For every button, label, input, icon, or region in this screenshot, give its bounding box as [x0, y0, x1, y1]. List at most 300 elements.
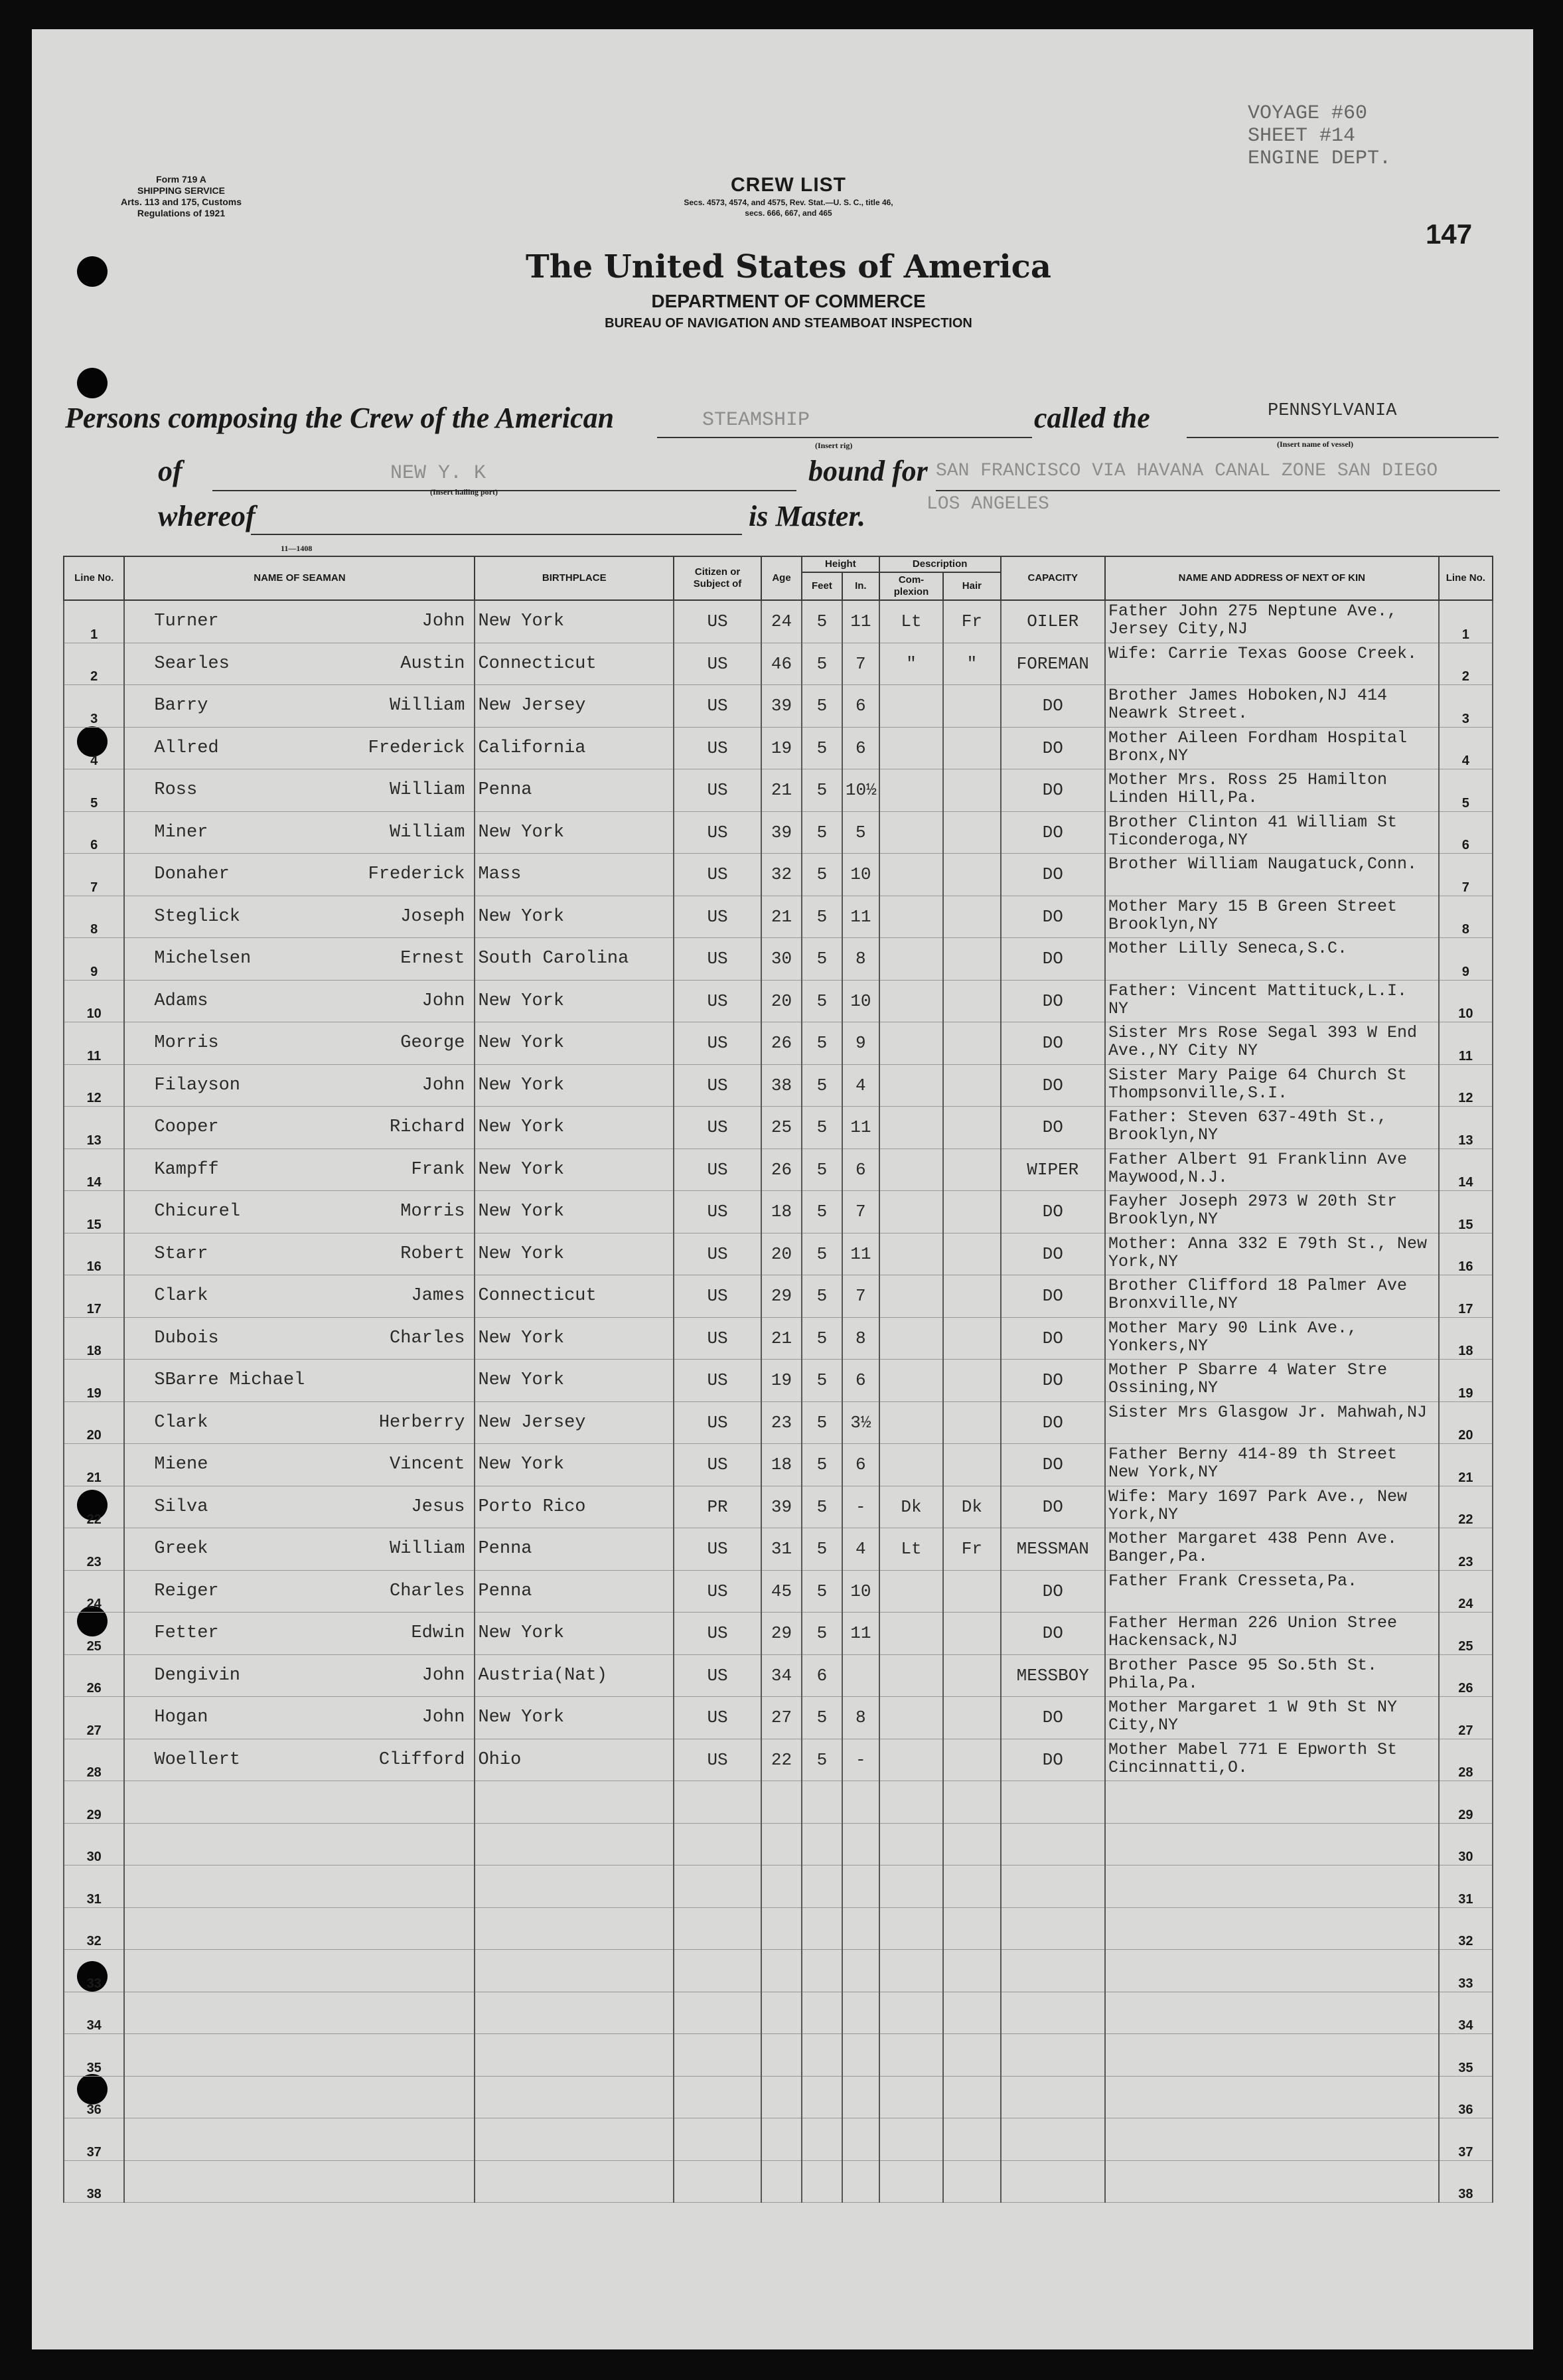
seaman-surname: Miene [154, 1455, 208, 1475]
sheet-number: SHEET #14 [1248, 125, 1356, 147]
seaman-name-parts [127, 1117, 471, 1137]
line-number-right: 21 [1439, 1444, 1493, 1486]
hair [943, 1907, 1000, 1950]
capacity: DO [1001, 1191, 1105, 1233]
seaman-given-name: Herberry [378, 1412, 465, 1433]
called-the-label: called the [1034, 402, 1150, 434]
next-of-kin: Father Frank Cresseta,Pa. [1105, 1570, 1439, 1613]
hair [943, 1022, 1000, 1065]
line-number: 20 [64, 1401, 124, 1444]
capacity: WIPER [1001, 1149, 1105, 1191]
line-number: 4 [64, 727, 124, 769]
line-number-right: 25 [1439, 1613, 1493, 1655]
line-number-right: 23 [1439, 1528, 1493, 1571]
seaman-name [124, 2118, 475, 2161]
crew-row [64, 811, 1493, 854]
seaman-name [124, 1401, 475, 1444]
crew-row [64, 854, 1493, 896]
complexion [879, 938, 943, 981]
age: 19 [761, 1360, 802, 1402]
height-feet: 5 [802, 727, 842, 769]
seaman-name [124, 854, 475, 896]
col-height: Height [802, 556, 879, 572]
line-number: 35 [64, 2034, 124, 2077]
seaman-name [124, 1697, 475, 1739]
seaman-name-parts [127, 611, 471, 631]
seaman-given-name: Richard [390, 1117, 465, 1138]
line-number-right: 15 [1439, 1191, 1493, 1233]
citizenship: US [674, 1107, 761, 1149]
birthplace: New York [475, 811, 674, 854]
height-feet: 5 [802, 1528, 842, 1571]
seaman-name-parts [127, 1707, 471, 1727]
complexion: Dk [879, 1486, 943, 1528]
height-feet: 5 [802, 1191, 842, 1233]
birthplace: New York [475, 1233, 674, 1275]
line-number-right: 31 [1439, 1865, 1493, 1908]
seaman-surname: Barry [154, 696, 208, 716]
punch-hole [77, 368, 108, 398]
birthplace: New York [475, 1360, 674, 1402]
hair [943, 896, 1000, 938]
crew-row [64, 1613, 1493, 1655]
line-number-right: 7 [1439, 854, 1493, 896]
height-inches: 11 [842, 1233, 879, 1275]
seaman-name [124, 685, 475, 728]
next-of-kin: Sister Mary Paige 64 Church St Thompsonville,S.I. [1105, 1064, 1439, 1107]
col-line-no-right: Line No. [1439, 556, 1493, 600]
next-of-kin: Father Herman 226 Union Stree Hackensack,NJ [1105, 1613, 1439, 1655]
line-number-right: 11 [1439, 1022, 1493, 1065]
seaman-name-parts [127, 1539, 471, 1559]
line-number-right: 9 [1439, 938, 1493, 981]
capacity: DO [1001, 1739, 1105, 1781]
crew-row [64, 1781, 1493, 1824]
birthplace: Connecticut [475, 643, 674, 685]
line-number: 34 [64, 1992, 124, 2034]
seaman-given-name: Morris [400, 1202, 465, 1222]
line-number: 28 [64, 1739, 124, 1781]
statute-reference: Secs. 4573, 4574, and 4575, Rev. Stat.—U. S. C., title 46, [684, 198, 893, 207]
citizenship: US [674, 1064, 761, 1107]
complexion [879, 1570, 943, 1613]
birthplace [475, 2076, 674, 2118]
citizenship: US [674, 980, 761, 1022]
seaman-name-parts [127, 1160, 471, 1180]
crew-row [64, 1191, 1493, 1233]
height-inches: 10 [842, 854, 879, 896]
next-of-kin [1105, 2118, 1439, 2161]
age: 46 [761, 643, 802, 685]
capacity [1001, 2076, 1105, 2118]
hair [943, 1992, 1000, 2034]
birthplace: New York [475, 1107, 674, 1149]
citizenship: US [674, 1360, 761, 1402]
citizenship [674, 2160, 761, 2203]
line-number: 18 [64, 1317, 124, 1360]
height-inches: 11 [842, 1613, 879, 1655]
age: 21 [761, 769, 802, 812]
age: 21 [761, 1317, 802, 1360]
crew-row [64, 1149, 1493, 1191]
complexion [879, 2160, 943, 2203]
line-number: 14 [64, 1149, 124, 1191]
line-number-right: 18 [1439, 1317, 1493, 1360]
complexion [879, 1064, 943, 1107]
punch-hole [77, 256, 108, 287]
birthplace: New York [475, 1022, 674, 1065]
hair: Fr [943, 600, 1000, 643]
seaman-given-name: Joseph [400, 906, 465, 927]
citizenship [674, 1992, 761, 2034]
age: 30 [761, 938, 802, 981]
col-hair: Hair [943, 572, 1000, 600]
department-heading: DEPARTMENT OF COMMERCE [651, 291, 926, 311]
seaman-name [124, 896, 475, 938]
capacity: DO [1001, 1570, 1105, 1613]
crew-row [64, 1360, 1493, 1402]
height-feet [802, 2160, 842, 2203]
crew-table-body [64, 600, 1493, 2203]
height-feet: 5 [802, 1360, 842, 1402]
seaman-surname: SBarre Michael [154, 1370, 305, 1391]
height-inches [842, 2076, 879, 2118]
seaman-name [124, 769, 475, 812]
col-birthplace: BIRTHPLACE [475, 556, 674, 600]
seaman-surname: Dengivin [154, 1665, 241, 1686]
seaman-name [124, 1149, 475, 1191]
col-capacity: CAPACITY [1001, 556, 1105, 600]
next-of-kin: Brother Pasce 95 So.5th St. Phila,Pa. [1105, 1654, 1439, 1697]
height-feet: 5 [802, 1697, 842, 1739]
seaman-name-parts [127, 823, 471, 842]
height-feet [802, 1865, 842, 1908]
height-inches: - [842, 1739, 879, 1781]
hair [943, 1191, 1000, 1233]
crew-row [64, 1739, 1493, 1781]
seaman-given-name: James [411, 1286, 465, 1307]
line-number-right: 37 [1439, 2118, 1493, 2161]
birthplace: New Jersey [475, 1401, 674, 1444]
age: 29 [761, 1275, 802, 1318]
line-number-right: 2 [1439, 643, 1493, 685]
seaman-name [124, 1739, 475, 1781]
birthplace: New York [475, 1613, 674, 1655]
capacity [1001, 1907, 1105, 1950]
crew-table [63, 556, 1493, 2203]
next-of-kin: Mother Mary 15 B Green Street Brooklyn,NY [1105, 896, 1439, 938]
line-number-right: 22 [1439, 1486, 1493, 1528]
seaman-name-parts [127, 696, 471, 716]
height-inches [842, 2118, 879, 2161]
seaman-name-parts [127, 1202, 471, 1222]
seaman-given-name: William [390, 696, 465, 716]
seaman-name-parts [127, 1370, 471, 1390]
age [761, 1823, 802, 1865]
height-inches: 7 [842, 1275, 879, 1318]
seaman-surname: Starr [154, 1243, 208, 1264]
citizenship [674, 1865, 761, 1908]
crew-row [64, 2034, 1493, 2077]
citizenship: US [674, 1149, 761, 1191]
next-of-kin: Brother Clifford 18 Palmer Ave Bronxville,NY [1105, 1275, 1439, 1318]
height-inches: 6 [842, 1360, 879, 1402]
crew-row [64, 896, 1493, 938]
next-of-kin: Brother Clinton 41 William St Ticonderoga,NY [1105, 811, 1439, 854]
age [761, 1907, 802, 1950]
line-number: 31 [64, 1865, 124, 1908]
line-number-right: 24 [1439, 1570, 1493, 1613]
birthplace: Porto Rico [475, 1486, 674, 1528]
seaman-given-name: John [421, 991, 465, 1011]
seaman-given-name [465, 1370, 471, 1390]
height-feet: 5 [802, 1401, 842, 1444]
complexion: " [879, 643, 943, 685]
document-page [32, 29, 1533, 2349]
age [761, 1992, 802, 2034]
seaman-name-parts [127, 991, 471, 1011]
form-identifier [95, 174, 267, 219]
col-name: NAME OF SEAMAN [124, 556, 475, 600]
seaman-surname: Reiger [154, 1581, 219, 1601]
height-inches [842, 1950, 879, 1992]
capacity [1001, 1950, 1105, 1992]
col-complexion: Com-plexion [879, 572, 943, 600]
capacity [1001, 2034, 1105, 2077]
next-of-kin [1105, 1781, 1439, 1824]
age [761, 2118, 802, 2161]
seaman-given-name: Jesus [411, 1496, 465, 1517]
complexion [879, 1613, 943, 1655]
seaman-name-parts [127, 864, 471, 884]
crew-row [64, 1823, 1493, 1865]
port-hint: (Insert hailing port) [430, 487, 498, 497]
height-inches [842, 1865, 879, 1908]
seaman-name-parts [127, 780, 471, 800]
seaman-name-parts [127, 1497, 471, 1517]
hair [943, 1823, 1000, 1865]
seaman-name [124, 811, 475, 854]
crew-row [64, 2118, 1493, 2161]
seaman-surname: Woellert [154, 1749, 241, 1770]
seaman-name [124, 938, 475, 981]
height-feet: 5 [802, 643, 842, 685]
next-of-kin: Fayher Joseph 2973 W 20th Str Brooklyn,NY [1105, 1191, 1439, 1233]
line-number: 6 [64, 811, 124, 854]
height-inches: 4 [842, 1528, 879, 1571]
age [761, 2034, 802, 2077]
complexion [879, 1360, 943, 1402]
hair [943, 1360, 1000, 1402]
capacity: DO [1001, 769, 1105, 812]
seaman-name [124, 643, 475, 685]
line-number: 7 [64, 854, 124, 896]
birthplace [475, 1950, 674, 1992]
citizenship: US [674, 685, 761, 728]
complexion [879, 1444, 943, 1486]
citizenship: US [674, 1275, 761, 1318]
line-number-right: 12 [1439, 1064, 1493, 1107]
department-label: ENGINE DEPT. [1248, 147, 1392, 170]
line-number: 9 [64, 938, 124, 981]
seaman-surname: Morris [154, 1033, 219, 1054]
height-inches: 8 [842, 938, 879, 981]
seaman-surname: Dubois [154, 1328, 219, 1348]
crew-row [64, 1654, 1493, 1697]
birthplace: California [475, 727, 674, 769]
seaman-name-parts [127, 1286, 471, 1306]
line-number-right: 38 [1439, 2160, 1493, 2203]
complexion [879, 896, 943, 938]
citizenship: US [674, 1528, 761, 1571]
age: 34 [761, 1654, 802, 1697]
capacity: DO [1001, 896, 1105, 938]
next-of-kin: Mother Mabel 771 E Epworth St Cincinnatti,O. [1105, 1739, 1439, 1781]
citizenship: US [674, 1444, 761, 1486]
seaman-name-parts [127, 738, 471, 758]
line-number: 19 [64, 1360, 124, 1402]
birthplace [475, 2160, 674, 2203]
height-feet: 5 [802, 1444, 842, 1486]
line-number: 5 [64, 769, 124, 812]
citizenship: US [674, 854, 761, 896]
height-inches [842, 1907, 879, 1950]
complexion [879, 1191, 943, 1233]
seaman-surname: Chicurel [154, 1202, 241, 1222]
complexion [879, 1950, 943, 1992]
capacity [1001, 2160, 1105, 2203]
next-of-kin: Wife: Carrie Texas Goose Creek. [1105, 643, 1439, 685]
line-number: 37 [64, 2118, 124, 2161]
height-inches: 7 [842, 1191, 879, 1233]
seaman-name-parts [127, 1750, 471, 1770]
line-number: 12 [64, 1064, 124, 1107]
capacity: MESSBOY [1001, 1654, 1105, 1697]
seaman-given-name: John [421, 1707, 465, 1728]
seaman-surname: Allred [154, 738, 219, 758]
capacity: DO [1001, 938, 1105, 981]
capacity [1001, 1865, 1105, 1908]
age: 23 [761, 1401, 802, 1444]
seaman-name [124, 1107, 475, 1149]
col-citizen: Citizen or Subject of [674, 556, 761, 600]
line-number-right: 30 [1439, 1823, 1493, 1865]
height-inches [842, 1781, 879, 1824]
capacity: OILER [1001, 600, 1105, 643]
birthplace [475, 1823, 674, 1865]
hair [943, 1149, 1000, 1191]
next-of-kin: Father: Steven 637-49th St., Brooklyn,NY [1105, 1107, 1439, 1149]
next-of-kin: Mother Mary 90 Link Ave., Yonkers,NY [1105, 1317, 1439, 1360]
seaman-name-parts [127, 654, 471, 674]
height-feet [802, 1781, 842, 1824]
birthplace: New York [475, 1064, 674, 1107]
next-of-kin: Sister Mrs Rose Segal 393 W End Ave.,NY City NY [1105, 1022, 1439, 1065]
seaman-name [124, 1191, 475, 1233]
seaman-name [124, 1613, 475, 1655]
height-feet [802, 2034, 842, 2077]
citizenship: US [674, 1401, 761, 1444]
form-number: Form 719 A [156, 174, 206, 185]
complexion [879, 1865, 943, 1908]
crew-row [64, 1992, 1493, 2034]
seaman-name [124, 600, 475, 643]
age: 19 [761, 727, 802, 769]
capacity: DO [1001, 811, 1105, 854]
capacity [1001, 2118, 1105, 2161]
seaman-given-name: Edwin [411, 1623, 465, 1644]
destination-line-1: SAN FRANCISCO VIA HAVANA CANAL ZONE SAN DIEGO [936, 461, 1438, 481]
birthplace [475, 1907, 674, 1950]
col-next-of-kin: NAME AND ADDRESS OF NEXT OF KIN [1105, 556, 1439, 600]
line-number: 24 [64, 1570, 124, 1613]
port-underline [212, 490, 796, 491]
hair [943, 980, 1000, 1022]
whereof-label: whereof [158, 500, 256, 532]
seaman-surname: Donaher [154, 864, 230, 885]
port-value: NEW Y. K [390, 462, 486, 485]
voyage-number: VOYAGE #60 [1248, 102, 1368, 125]
line-number: 25 [64, 1613, 124, 1655]
height-inches [842, 1654, 879, 1697]
next-of-kin [1105, 1907, 1439, 1950]
seaman-name-parts [127, 1244, 471, 1264]
next-of-kin [1105, 1950, 1439, 1992]
height-feet: 5 [802, 1064, 842, 1107]
height-inches: 5 [842, 811, 879, 854]
complexion [879, 1992, 943, 2034]
seaman-name-parts [127, 1666, 471, 1686]
height-feet: 5 [802, 980, 842, 1022]
hair [943, 1697, 1000, 1739]
country-heading: The United States of America [525, 248, 1052, 285]
line-number: 21 [64, 1444, 124, 1486]
complexion [879, 1401, 943, 1444]
seaman-surname: Miner [154, 822, 208, 842]
complexion [879, 1739, 943, 1781]
height-inches: 10½ [842, 769, 879, 812]
capacity: DO [1001, 727, 1105, 769]
seaman-name [124, 1992, 475, 2034]
birthplace: New York [475, 1191, 674, 1233]
seaman-name-parts [127, 1581, 471, 1601]
next-of-kin: Father Albert 91 Franklinn Ave Maywood,N.J. [1105, 1149, 1439, 1191]
capacity: DO [1001, 1317, 1105, 1360]
citizenship [674, 1781, 761, 1824]
seaman-given-name: George [400, 1033, 465, 1054]
birthplace: New York [475, 980, 674, 1022]
age: 38 [761, 1064, 802, 1107]
complexion [879, 1907, 943, 1950]
next-of-kin: Mother Aileen Fordham Hospital Bronx,NY [1105, 727, 1439, 769]
citizenship: US [674, 1613, 761, 1655]
seaman-name [124, 1654, 475, 1697]
age: 26 [761, 1022, 802, 1065]
col-description: Description [879, 556, 1001, 572]
height-feet: 5 [802, 1233, 842, 1275]
next-of-kin: Mother Mrs. Ross 25 Hamilton Linden Hill,Pa. [1105, 769, 1439, 812]
line-number: 27 [64, 1697, 124, 1739]
citizenship: US [674, 1233, 761, 1275]
of-label: of [158, 455, 183, 487]
crew-row [64, 643, 1493, 685]
crew-row [64, 1865, 1493, 1908]
seaman-name-parts [127, 949, 471, 969]
seaman-given-name: John [421, 611, 465, 632]
height-inches: 11 [842, 1107, 879, 1149]
hair [943, 2034, 1000, 2077]
seaman-surname: Searles [154, 653, 230, 674]
